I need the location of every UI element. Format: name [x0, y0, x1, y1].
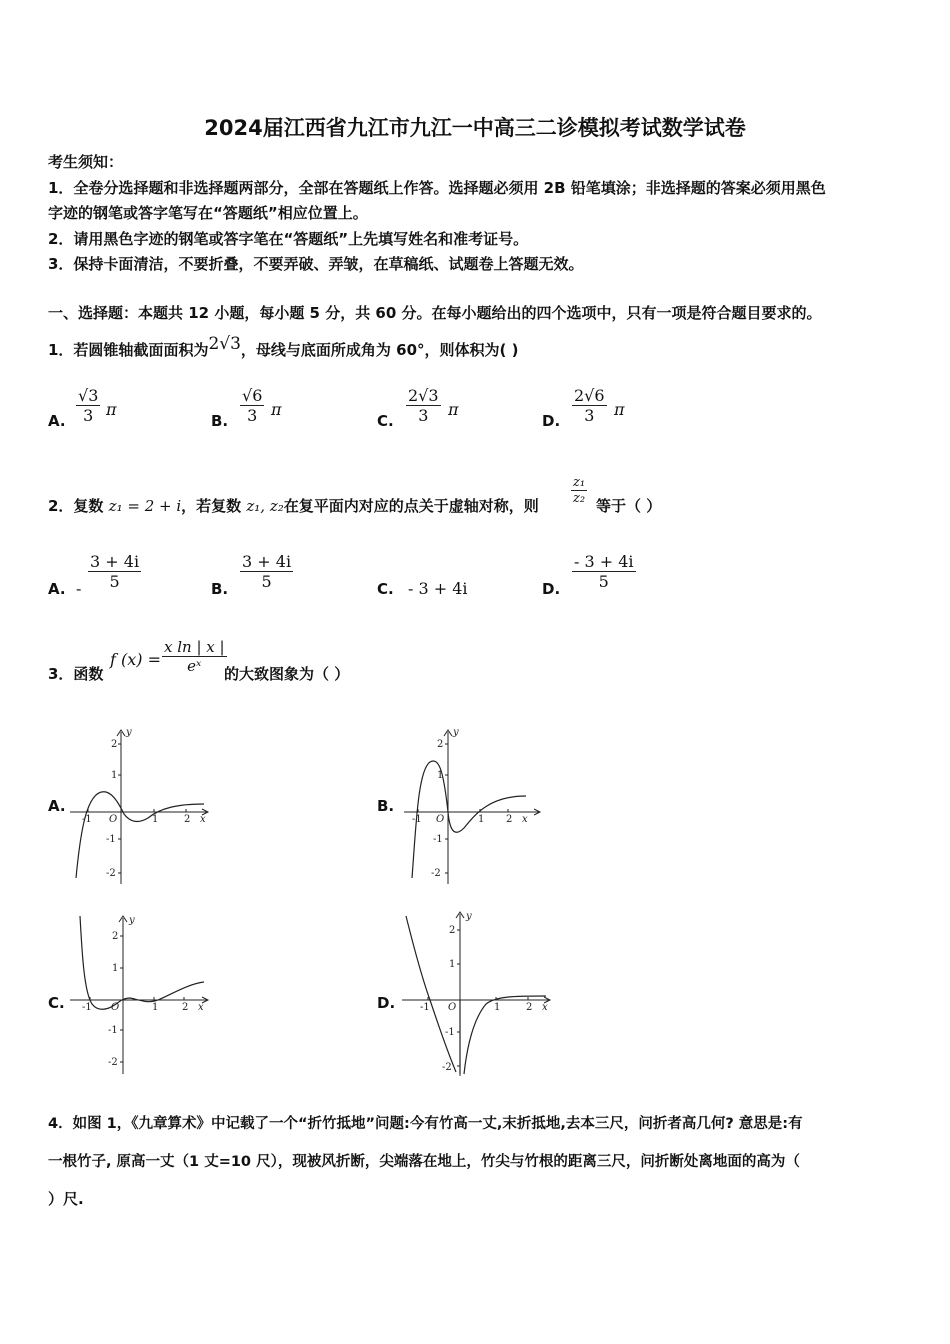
q1-option-d-num: 2√6: [574, 386, 605, 405]
q2-option-b-den: 5: [240, 571, 293, 591]
q3-a-xtick-m1: -1: [82, 814, 92, 825]
q3-option-b-label: B.: [377, 797, 395, 815]
q2-option-c-label: C.: [377, 580, 394, 598]
q3-a-ytick-m1: -1: [106, 834, 116, 845]
q3-graph-b: [400, 726, 550, 886]
q2-z12: z₁, z₂: [246, 497, 284, 515]
q2-option-b-label: B.: [211, 580, 229, 598]
q1-pre: 1．若圆锥轴截面面积为: [48, 341, 209, 359]
q2-option-b-num: 3 + 4i: [242, 552, 292, 571]
notice-line-2: 2．请用黑色字迹的钢笔或答字笔在“答题纸”上先填写姓名和准考证号。: [48, 230, 529, 248]
q3-d-origin: O: [448, 1002, 457, 1013]
q2-option-d-num: - 3 + 4i: [574, 552, 634, 571]
q2-option-d-label: D.: [542, 580, 561, 598]
notice-heading: 考生须知：: [48, 153, 124, 171]
q3-d-ytick-2: 2: [449, 925, 456, 936]
q2-ratio-num: z₁: [573, 475, 586, 490]
section-heading: 一、选择题：本题共 12 小题，每小题 5 分，共 60 分。在每小题给出的四个选项中，只有一项是符合题目要求的。: [48, 304, 822, 322]
q1-option-c-label: C.: [377, 412, 394, 430]
q1-option-d-label: D.: [542, 412, 561, 430]
q3-b-ytick-2: 2: [437, 739, 444, 750]
q3-c-ytick-1: 1: [112, 963, 119, 974]
q2-stem: [48, 496, 539, 516]
q1-option-d-tail: π: [614, 400, 625, 419]
q3-c-xtick-2: 2: [182, 1002, 189, 1013]
q1-option-c-den: 3: [406, 405, 441, 425]
q2-option-d-frac: [572, 552, 636, 591]
q3-d-x-label: x: [542, 1002, 548, 1013]
q1-option-b-den: 3: [240, 405, 264, 425]
notice-line-1b: 字迹的钢笔或答字笔写在“答题纸”相应位置上。: [48, 204, 368, 222]
q3-option-a-label: A.: [48, 797, 66, 815]
q2-option-a-frac: [88, 552, 141, 591]
q3-b-xtick-2: 2: [506, 814, 513, 825]
q3-b-ytick-m2: -2: [431, 868, 441, 879]
q3-c-xtick-1: 1: [152, 1002, 159, 1013]
q3-d-xtick-2: 2: [526, 1002, 533, 1013]
notice-line-1a: 1．全卷分选择题和非选择题两部分，全部在答题纸上作答。选择题必须用 2B 铅笔填涂；非选择题的答案必须用黑色: [48, 179, 826, 197]
q3-d-xtick-m1: -1: [420, 1002, 430, 1013]
q2-ratio-frac: [571, 475, 587, 506]
q1-post: ，母线与底面所成角为 60°，则体积为( ): [240, 341, 519, 359]
q2-option-c-expr: - 3 + 4i: [408, 579, 468, 598]
q2-option-a-den: 5: [88, 571, 141, 591]
q1-option-b-num: √6: [242, 386, 263, 405]
q1-option-c-frac: [406, 386, 441, 425]
q1-option-c-num: 2√3: [408, 386, 439, 405]
q3-pre: 3．函数: [48, 665, 104, 683]
q2-option-a-num: 3 + 4i: [90, 552, 140, 571]
q3-d-xtick-1: 1: [494, 1002, 501, 1013]
q2-mid: ，若复数: [181, 497, 242, 515]
q3-c-ytick-m2: -2: [108, 1057, 118, 1068]
q2-ratio-den: z₂: [573, 491, 586, 506]
q3-b-xtick-m1: -1: [412, 814, 422, 825]
q3-b-ytick-m1: -1: [433, 834, 443, 845]
q1-option-d-frac: [572, 386, 607, 425]
q3-a-y-label: y: [126, 727, 132, 738]
q1-option-c-tail: π: [448, 400, 459, 419]
q3-b-ytick-1: 1: [437, 770, 444, 781]
q1-option-d-den: 3: [572, 405, 607, 425]
q3-option-c-label: C.: [48, 994, 65, 1012]
q3-c-ytick-2: 2: [112, 931, 119, 942]
q3-a-origin: O: [109, 814, 118, 825]
q3-b-xtick-1: 1: [478, 814, 485, 825]
q1-option-a-frac: [76, 386, 100, 425]
q3-formula-num: x ln | x |: [164, 638, 225, 656]
q3-d-ytick-m1: -1: [445, 1027, 455, 1038]
q3-b-x-label: x: [522, 814, 528, 825]
q4-line-2: 一根竹子, 原高一丈（1 丈=10 尺），现被风折断，尖端落在地上，竹尖与竹根的距离三尺，问折断处离地面的高为（: [48, 1154, 800, 1170]
q3-formula-frac: [162, 638, 227, 675]
q3-a-ytick-m2: -2: [106, 868, 116, 879]
q1-option-a-label: A.: [48, 412, 66, 430]
q3-option-d-label: D.: [377, 994, 396, 1012]
q4-line-1: 4．如图 1，《九章算术》中记载了一个“折竹抵地”问题:今有竹高一丈,末折抵地,去本三尺，问折者高几何? 意思是:有: [48, 1116, 803, 1132]
q3-c-x-label: x: [198, 1002, 204, 1013]
q3-b-y-label: y: [453, 727, 459, 738]
q1-stem: [48, 334, 519, 360]
q3-c-ytick-m1: -1: [108, 1025, 118, 1036]
q3-b-origin: O: [436, 814, 445, 825]
q2-pre: 2．复数: [48, 497, 104, 515]
q3-c-origin: O: [111, 1002, 120, 1013]
q2-end: 等于（ ）: [596, 497, 662, 515]
q3-graph-c: [68, 912, 213, 1077]
q1-option-b-label: B.: [211, 412, 229, 430]
q3-d-ytick-1: 1: [449, 959, 456, 970]
q1-option-b-tail: π: [271, 400, 282, 419]
q1-option-b-frac: [240, 386, 264, 425]
q3-graph-a: [68, 726, 213, 886]
q3-d-y-label: y: [466, 911, 472, 922]
q3-graph-d: [400, 908, 555, 1080]
q1-area: 2√3: [208, 334, 241, 354]
q3-a-ytick-2: 2: [111, 739, 118, 750]
q3-c-xtick-m1: -1: [82, 1002, 92, 1013]
q1-option-a-tail: π: [106, 400, 117, 419]
q1-option-a-den: 3: [76, 405, 100, 425]
q3-fx: f (x) =: [110, 650, 162, 669]
q1-option-a-num: √3: [78, 386, 99, 405]
q2-option-a-label: A.: [48, 580, 66, 598]
page-title: 2024届江西省九江市九江一中高三二诊模拟考试数学试卷: [204, 116, 746, 140]
notice-line-3: 3．保持卡面清洁，不要折叠，不要弄破、弄皱，在草稿纸、试题卷上答题无效。: [48, 255, 584, 273]
q3-c-y-label: y: [129, 915, 135, 926]
q3-post: 的大致图象为（ ）: [224, 665, 350, 683]
q3-formula-den: eˣ: [162, 656, 227, 675]
q2-option-b-frac: [240, 552, 293, 591]
q4-line-3: ）尺.: [48, 1190, 84, 1208]
q2-option-a-sign: -: [76, 579, 82, 598]
q3-a-xtick-2: 2: [184, 814, 191, 825]
q2-option-d-den: 5: [572, 571, 636, 591]
q3-a-ytick-1: 1: [111, 770, 118, 781]
q3-a-x-label: x: [200, 814, 206, 825]
q3-d-ytick-m2: -2: [442, 1062, 452, 1073]
q2-z1: z₁ = 2 + i: [108, 497, 182, 515]
q2-post: 在复平面内对应的点关于虚轴对称，则: [283, 497, 539, 515]
q3-a-xtick-1: 1: [152, 814, 159, 825]
